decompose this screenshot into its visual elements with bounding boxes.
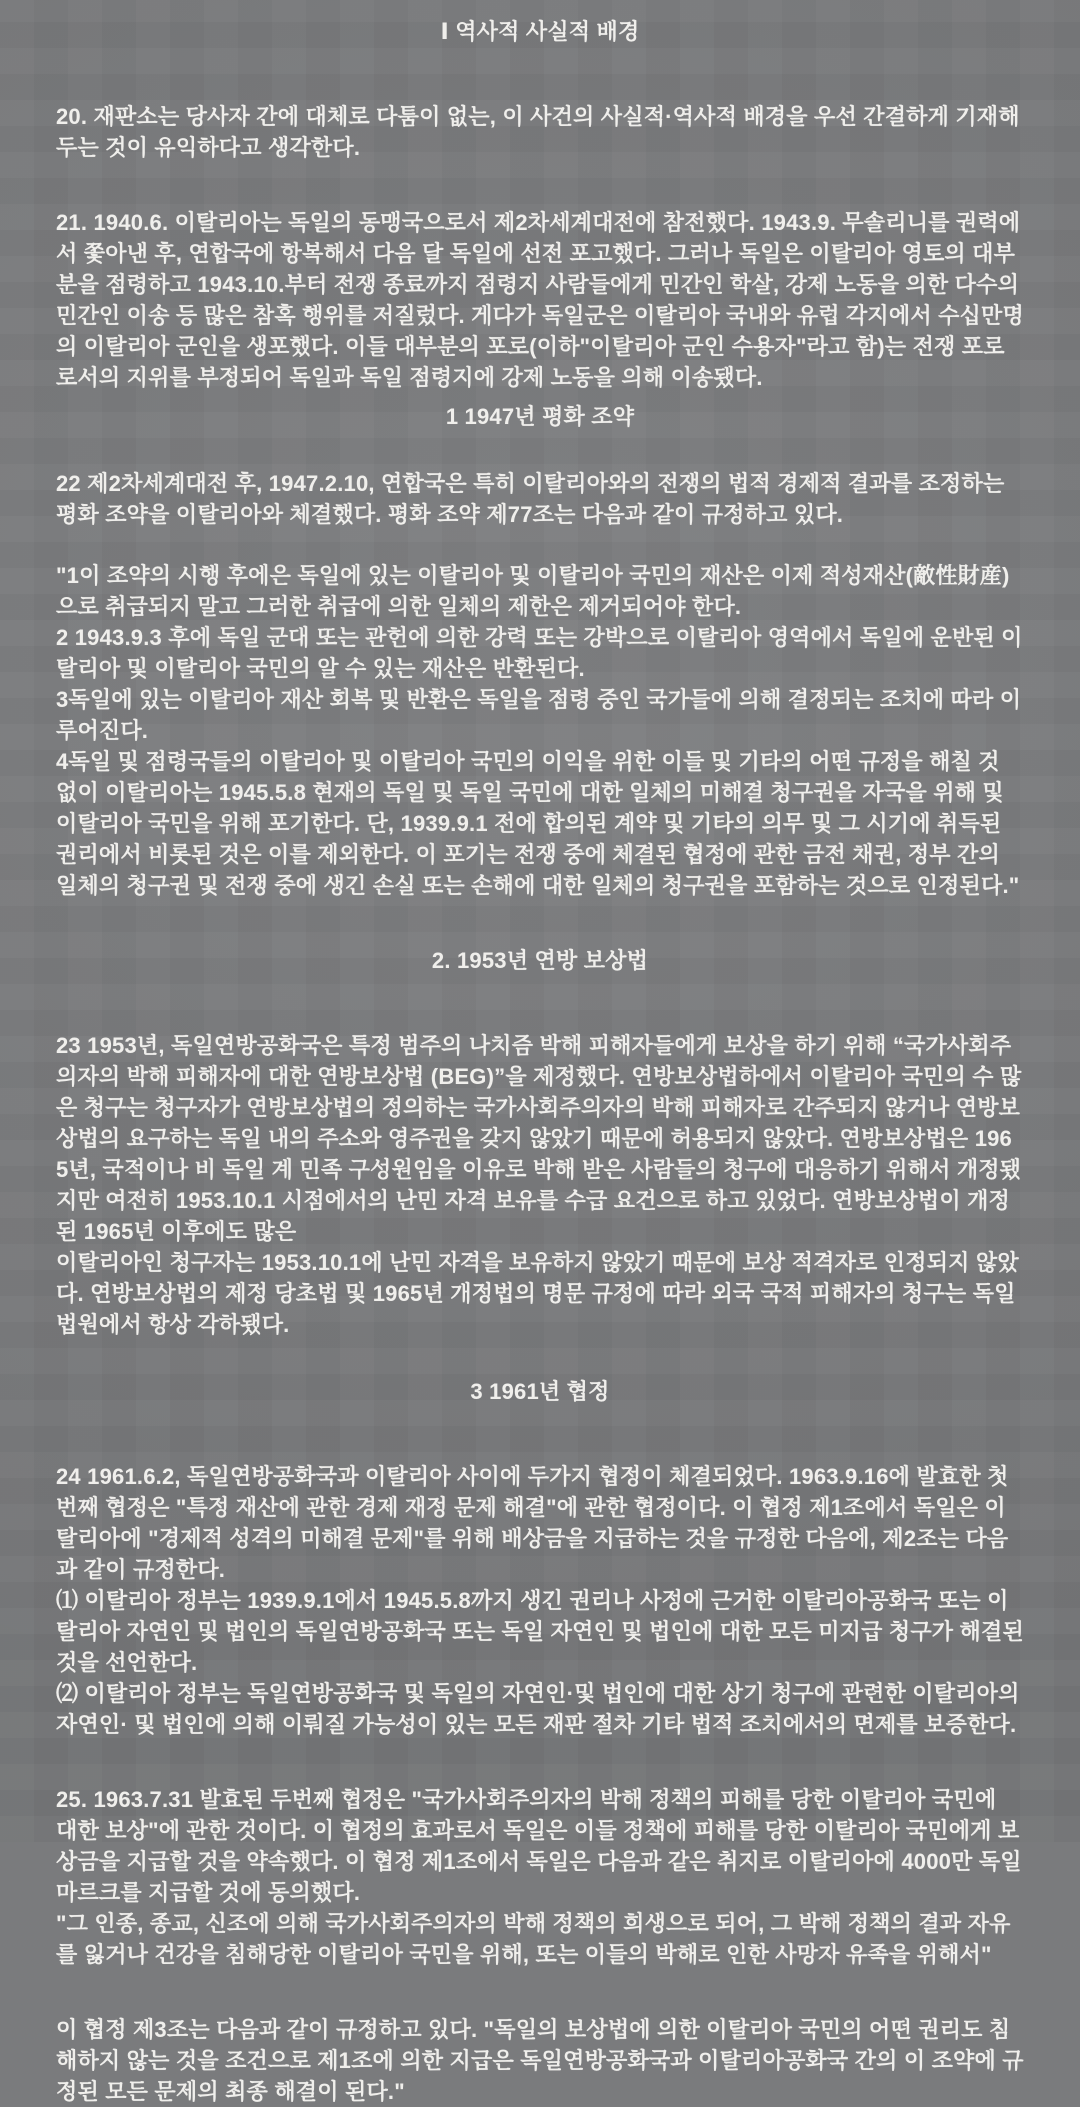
paragraph-25: 25. 1963.7.31 발효된 두번째 협정은 "국가사회주의자의 박해 정책의 피해를 당한 이탈리아 국민에 대한 보상"에 관한 것이다. 이 협정의 효과로서 독일은 이들 정책에 피해를 당한 이탈리아 국민에게 보상금을 지급할 것을 약속했다. 이 협정 제1조에서 독일은 다음과 같은 취지로 이탈리아에 4000만 독일 마르크를 지급할 것에 동의했다. (56, 1787, 1022, 1905)
paragraph-20: 20. 재판소는 당사자 간에 대체로 다툼이 없는, 이 사건의 사실적·역사적 배경을 우선 간결하게 기재해두는 것이 유익하다고 생각한다. (56, 104, 1020, 160)
treaty-article77-quote-clause-2: 2 1943.9.3 후에 독일 군대 또는 관헌에 의한 강력 또는 강박으로 이탈리아 영역에서 독일에 운반된 이탈리아 및 이탈리아 국민의 알 수 있는 재산은 반환된다. (56, 625, 1023, 681)
heading-federal-compensation-law-1953: 2. 1953년 연방 보상법 (431, 948, 649, 973)
paragraph-24: 24 1961.6.2, 독일연방공화국과 이탈리아 사이에 두가지 협정이 체결되었다. 1963.9.16에 발효한 첫번째 협정은 "특정 재산에 관한 경제 재정 문제 해결"에 관한 협정이다. 이 협정 제1조에서 독일은 이탈리아에 "경제적 성격의 미해결 문제"를 위해 배상금을 지급하는 것을 규정한 다음에, 제2조는 다음과 같이 규정한다. (56, 1464, 1009, 1582)
paragraph-21: 21. 1940.6. 이탈리아는 독일의 동맹국으로서 제2차세계대전에 참전했다. 1943.9. 무솔리니를 권력에서 쫓아낸 후, 연합국에 항복해서 다음 달 독일에 선전 포고했다. 그러나 독일은 이탈리아 영토의 대부분을 점령하고 1943.10.부터 전쟁 종료까지 점령지 사람들에게 민간인 학살, 강제 노동을 의한 다수의 민간인 이송 등 많은 참혹 행위를 저질렀다. 게다가 독일군은 이탈리아 국내와 유럽 각지에서 수십만명의 이탈리아 군인을 생포했다. 이들 대부분의 포로(이하"이탈리아 군인 수용자"라고 함)는 전쟁 포로로서의 지위를 부정되어 독일과 독일 점령지에 강제 노동을 의해 이송됐다. (56, 210, 1024, 390)
paragraph-23-part-2: 이탈리아인 청구자는 1953.10.1에 난민 자격을 보유하지 않았기 때문에 보상 적격자로 인정되지 않았다. 연방보상법의 제정 당초법 및 1965년 개정법의 명문 규정에 따라 외국 국적 피해자의 청구는 독일 법원에서 항상 각하됐다. (56, 1250, 1019, 1337)
document-title: Ⅰ 역사적 사실적 배경 (440, 19, 640, 44)
treaty-article77-quote-clause-1: "1이 조약의 시행 후에은 독일에 있는 이탈리아 및 이탈리아 국민의 재산은 이제 적성재산(敵性財産)으로 취급되지 말고 그러한 취급에 의한 일체의 제한은 제거되어야 한다. (56, 563, 1010, 619)
paragraph-article-3: 이 협정 제3조는 다음과 같이 규정하고 있다. "독일의 보상법에 의한 이탈리아 국민의 어떤 권리도 침해하지 않는 것을 조건으로 제1조에 의한 지급은 독일연방공화국과 이탈리아공화국 간의 이 조약에 규정된 모든 문제의 최종 해결이 된다." (56, 2017, 1024, 2104)
paragraph-22: 22 제2차세계대전 후, 1947.2.10, 연합국은 특히 이탈리아와의 전쟁의 법적 경제적 결과를 조정하는 평화 조약을 이탈리아와 체결했다. 평화 조약 제77조는 다음과 같이 규정하고 있다. (56, 471, 1005, 527)
agreement-clause-2: ⑵ 이탈리아 정부는 독일연방공화국 및 독일의 자연인·및 법인에 대한 상기 청구에 관련한 이탈리아의 자연인· 및 법인에 의해 이뤄질 가능성이 있는 모든 재판 절차 기타 법적 조치에서의 면제를 보증한다. (56, 1681, 1020, 1737)
compensation-purpose-quote: "그 인종, 종교, 신조에 의해 국가사회주의자의 박해 정책의 희생으로 되어, 그 박해 정책의 결과 자유를 잃거나 건강을 침해당한 이탈리아 국민을 위해, 또는 이들의 박해로 인한 사망자 유족을 위해서" (56, 1911, 1011, 1967)
paragraph-23-part-1: 23 1953년, 독일연방공화국은 특정 범주의 나치즘 박해 피해자들에게 보상을 하기 위해 “국가사회주의자의 박해 피해자에 대한 연방보상법 (BEG)”을 제정했다. 연방보상법하에서 이탈리아 국민의 수 많은 청구는 청구자가 연방보상법의 정의하는 국가사회주의자의 박해 피해자로 간주되지 않거나 연방보상법의 요구하는 독일 내의 주소와 영주권을 갖지 않았기 때문에 허용되지 않았다. 연방보상법은 1965년, 국적이나 비 독일 계 민족 구성원임을 이유로 박해 받은 사람들의 청구에 대응하기 위해서 개정됐지만 여전히 1953.10.1 시점에서의 난민 자격 보유를 수급 요건으로 하고 있었다. 연방보상법이 개정된 1965년 이후에도 많은 (56, 1033, 1022, 1244)
heading-peace-treaty-1947: 1 1947년 평화 조약 (445, 404, 635, 429)
agreement-clause-1: ⑴ 이탈리아 정부는 1939.9.1에서 1945.5.8까지 생긴 권리나 사정에 근거한 이탈리아공화국 또는 이탈리아 자연인 및 법인의 독일연방공화국 또는 독일 자연인 및 법인에 대한 모든 미지급 청구가 해결된 것을 선언한다. (56, 1588, 1024, 1675)
treaty-article77-quote-clause-4: 4독일 및 점령국들의 이탈리아 및 이탈리아 국민의 이익을 위한 이들 및 기타의 어떤 규정을 해칠 것 없이 이탈리아는 1945.5.8 현재의 독일 및 독일 국민에 대한 일체의 미해결 청구권을 자국을 위해 및 이탈리아 국민을 위해 포기한다. 단, 1939.9.1 전에 합의된 계약 및 기타의 의무 및 그 시기에 취득된 권리에서 비롯된 것은 이를 제외한다. 이 포기는 전쟁 중에 체결된 협정에 관한 금전 채권, 정부 간의 일체의 청구권 및 전쟁 중에 생긴 손실 또는 손해에 대한 일체의 청구권을 포함하는 것으로 인정된다." (56, 749, 1020, 898)
treaty-article77-quote-clause-3: 3독일에 있는 이탈리아 재산 회복 및 반환은 독일을 점령 중인 국가들에 의해 결정되는 조치에 따라 이루어진다. (56, 687, 1022, 743)
heading-agreements-1961: 3 1961년 협정 (470, 1379, 610, 1404)
